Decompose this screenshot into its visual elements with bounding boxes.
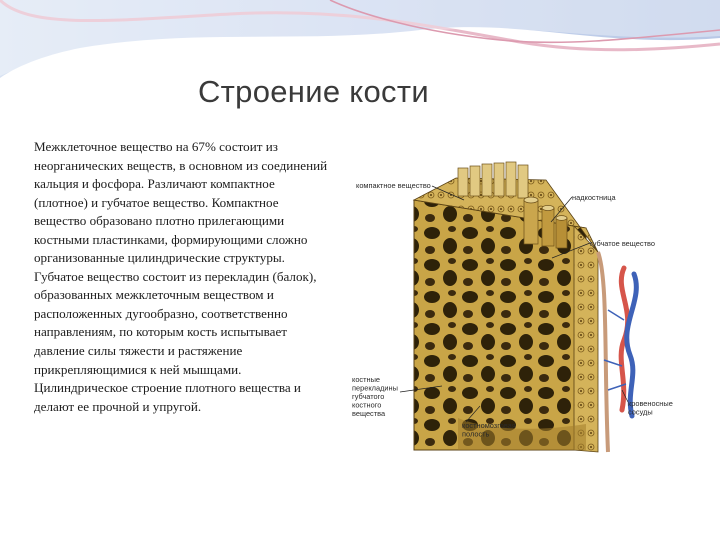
label-trabeculae-3: губчатого: [352, 392, 385, 401]
label-marrow-cavity-1: костномозговая: [462, 421, 516, 430]
label-blood-vessels-2: сосуды: [628, 407, 653, 417]
slide-title: Строение кости: [198, 74, 429, 109]
label-trabeculae-4: костного: [352, 400, 382, 410]
label-marrow-cavity-2: полость: [462, 429, 490, 439]
vein-vessel: [627, 274, 637, 416]
label-compact-substance: компактное вещество: [356, 181, 431, 190]
label-periosteum: надкостница: [572, 193, 616, 202]
label-trabeculae-1: костные: [352, 375, 381, 384]
label-trabeculae-5: вещества: [352, 409, 386, 418]
label-trabeculae-2: перекладины: [352, 383, 398, 393]
compact-bone-layer: [574, 226, 598, 452]
body-paragraph: Межклеточное вещество на 67% состоит из неорганических веществ, в основном из соединений кальция и фосфора. Различают компактное (плотное) и губчатое вещество. Компактное вещество образовано плотно прилегающими костными пластинками, формирующими сложно организованные цилиндрические структуры. Губчатое вещество состоит из перекладин (балок), образованных межклеточным веществом и расположенных дугообразно, соответственно направлениям, по которым кость испытывает давление силы тяжести и растяжение прикрепляющимися к ней мышцами. Цилиндрическое строение плотного вещества и делают ее прочной и упругой.: [34, 139, 328, 414]
label-spongy-substance: губчатое вещество: [590, 239, 655, 248]
periosteum-edge: [598, 252, 608, 452]
bone-structure-illustration: [346, 160, 696, 460]
label-blood-vessels-1: кровеносные: [628, 399, 673, 408]
